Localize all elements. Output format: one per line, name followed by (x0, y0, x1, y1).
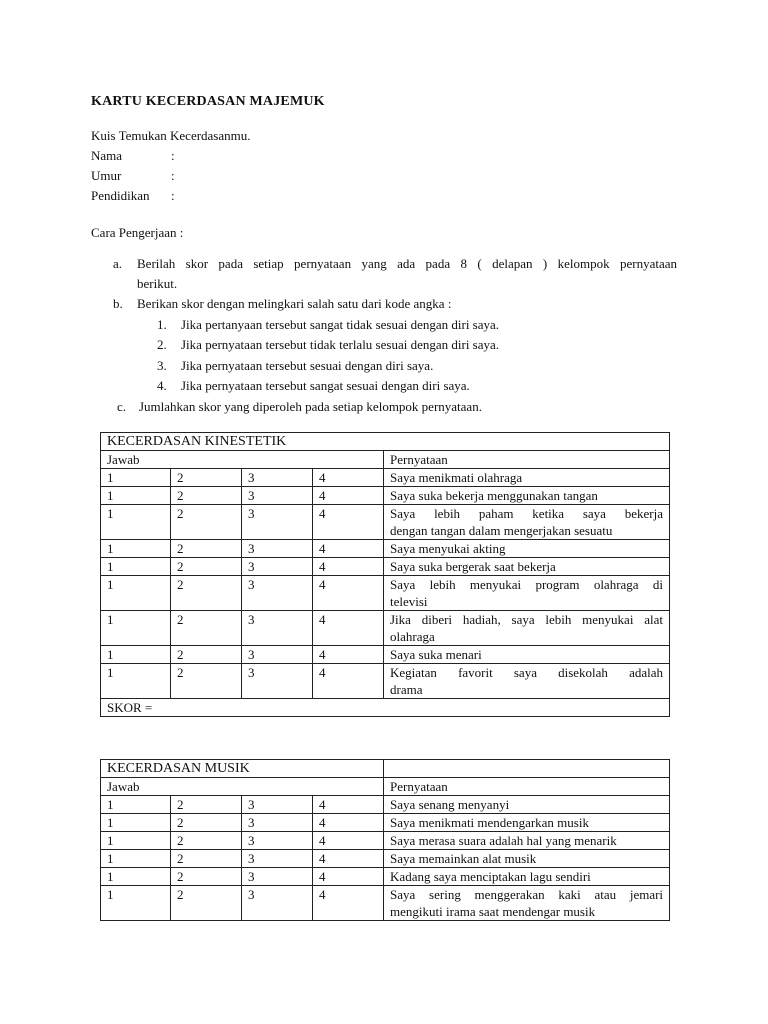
statement-text: Saya lebih menyukai program olahraga di (390, 577, 663, 592)
table-heading: KECERDASAN KINESTETIK (101, 433, 670, 451)
statement-text: mengikuti irama saat mendengar musik (390, 904, 596, 919)
field-umur (91, 168, 175, 184)
statement-text: drama (390, 682, 423, 697)
score-option[interactable]: 3 (242, 814, 313, 832)
statement-cell (384, 814, 670, 832)
field-colon: : (171, 148, 175, 163)
statement-cell (384, 540, 670, 558)
statement-text: Saya menyukai akting (390, 541, 506, 556)
score-option[interactable]: 2 (171, 576, 242, 611)
skor-label: SKOR = (101, 699, 670, 717)
instruction-marker: b. (113, 296, 123, 311)
statement-cell (384, 796, 670, 814)
statement-cell (384, 576, 670, 611)
statement-text: Kadang saya menciptakan lagu sendiri (390, 869, 591, 884)
table-header-row (101, 451, 670, 469)
score-option[interactable]: 1 (101, 505, 171, 540)
score-option[interactable]: 4 (313, 540, 384, 558)
score-option[interactable]: 4 (313, 832, 384, 850)
score-option[interactable]: 2 (171, 796, 242, 814)
skor-row (101, 699, 670, 717)
statement-text: Jika diberi hadiah, saya lebih menyukai alat (390, 612, 663, 627)
statement-text: Kegiatan favorit saya disekolah adalah (390, 665, 663, 680)
field-colon: : (171, 168, 175, 183)
score-option[interactable]: 3 (242, 868, 313, 886)
score-option[interactable]: 1 (101, 886, 171, 921)
score-option[interactable]: 3 (242, 540, 313, 558)
instruction-text: Berikan skor dengan melingkari salah satu dari kode angka : (137, 296, 452, 311)
table-row (101, 469, 670, 487)
score-option[interactable]: 2 (171, 540, 242, 558)
score-option[interactable]: 1 (101, 850, 171, 868)
instruction-text: berikut. (137, 276, 178, 291)
score-option[interactable]: 3 (242, 558, 313, 576)
statement-cell (384, 850, 670, 868)
table-row (101, 868, 670, 886)
score-option[interactable]: 1 (101, 832, 171, 850)
score-code-number: 2. (157, 337, 167, 352)
score-option[interactable]: 1 (101, 796, 171, 814)
score-option[interactable]: 3 (242, 576, 313, 611)
score-option[interactable]: 4 (313, 646, 384, 664)
score-option[interactable]: 4 (313, 558, 384, 576)
table-row (101, 505, 670, 540)
score-option[interactable]: 2 (171, 886, 242, 921)
score-option[interactable]: 3 (242, 646, 313, 664)
score-option[interactable]: 3 (242, 832, 313, 850)
statement-text: televisi (390, 594, 428, 609)
score-option[interactable]: 2 (171, 850, 242, 868)
score-code-text: Jika pernyataan tersebut sangat sesuai dengan diri saya. (181, 378, 470, 393)
field-colon: : (171, 188, 175, 203)
statement-cell (384, 611, 670, 646)
field-label: Pendidikan (91, 188, 150, 203)
score-option[interactable]: 4 (313, 576, 384, 611)
table-row (101, 576, 670, 611)
score-option[interactable]: 1 (101, 646, 171, 664)
statement-cell (384, 487, 670, 505)
score-option[interactable]: 3 (242, 505, 313, 540)
score-option[interactable]: 1 (101, 558, 171, 576)
score-option[interactable]: 2 (171, 814, 242, 832)
table-row (101, 796, 670, 814)
score-option[interactable]: 4 (313, 611, 384, 646)
table-row (101, 886, 670, 921)
score-code-number: 3. (157, 358, 167, 373)
score-code-number: 1. (157, 317, 167, 332)
method-label: Cara Pengerjaan : (91, 225, 184, 240)
score-option[interactable]: 2 (171, 487, 242, 505)
table-heading: KECERDASAN MUSIK (101, 760, 384, 778)
kinestetik-table (100, 432, 670, 717)
quiz-subtitle: Kuis Temukan Kecerdasanmu. (91, 128, 251, 143)
statement-text: Saya lebih paham ketika saya bekerja (390, 506, 663, 521)
score-option[interactable]: 3 (242, 611, 313, 646)
score-code-text: Jika pertanyaan tersebut sangat tidak sesuai dengan diri saya. (181, 317, 500, 332)
statement-cell (384, 646, 670, 664)
score-option[interactable]: 4 (313, 796, 384, 814)
score-option[interactable]: 3 (242, 796, 313, 814)
statement-text: Saya menikmati mendengarkan musik (390, 815, 589, 830)
instruction-text: Jumlahkan skor yang diperoleh pada setiap kelompok pernyataan. (139, 399, 482, 414)
score-option[interactable]: 3 (242, 886, 313, 921)
statement-text: Saya menikmati olahraga (390, 470, 523, 485)
statement-text: Saya sering menggerakan kaki atau jemari (390, 887, 664, 902)
table-row (101, 814, 670, 832)
statement-cell (384, 832, 670, 850)
table-row (101, 611, 670, 646)
score-option[interactable]: 1 (101, 611, 171, 646)
score-option[interactable]: 2 (171, 505, 242, 540)
statement-text: Saya suka bergerak saat bekerja (390, 559, 556, 574)
table-heading-empty (384, 760, 670, 778)
table-row (101, 540, 670, 558)
score-option[interactable]: 2 (171, 646, 242, 664)
field-label: Nama (91, 148, 123, 163)
score-option[interactable]: 4 (313, 850, 384, 868)
statement-text: dengan tangan dalam mengerjakan sesuatu (390, 523, 613, 538)
score-option[interactable]: 1 (101, 868, 171, 886)
instruction-marker: a. (113, 256, 123, 271)
document-title: KARTU KECERDASAN MAJEMUK (91, 94, 325, 109)
score-option[interactable]: 3 (242, 487, 313, 505)
table-heading-row (101, 433, 670, 451)
table-row (101, 558, 670, 576)
score-option[interactable]: 2 (171, 611, 242, 646)
statement-cell (384, 868, 670, 886)
score-option[interactable]: 1 (101, 664, 171, 699)
table-row (101, 850, 670, 868)
table-header-row (101, 778, 670, 796)
table-row (101, 664, 670, 699)
score-option[interactable]: 1 (101, 576, 171, 611)
score-option[interactable]: 3 (242, 664, 313, 699)
statement-text: Saya senang menyanyi (390, 797, 510, 812)
score-option[interactable]: 4 (313, 505, 384, 540)
score-option[interactable]: 2 (171, 558, 242, 576)
column-pernyataan: Pernyataan (384, 451, 670, 469)
statement-cell (384, 664, 670, 699)
score-option[interactable]: 4 (313, 487, 384, 505)
statement-cell (384, 469, 670, 487)
score-option[interactable]: 4 (313, 814, 384, 832)
statement-text: olahraga (390, 629, 435, 644)
table-row (101, 832, 670, 850)
table-heading-row (101, 760, 670, 778)
statement-text: Saya suka menari (390, 647, 482, 662)
musik-table (100, 759, 670, 921)
statement-cell (384, 558, 670, 576)
table-row (101, 487, 670, 505)
statement-cell (384, 886, 670, 921)
column-jawab: Jawab (101, 451, 384, 469)
score-option[interactable]: 1 (101, 540, 171, 558)
instruction-text: Berilah skor pada setiap pernyataan yang ada pada 8 ( delapan ) kelompok pernyataan (137, 256, 677, 271)
score-option[interactable]: 1 (101, 814, 171, 832)
score-option[interactable]: 2 (171, 664, 242, 699)
score-code-text: Jika pernyataan tersebut tidak terlalu sesuai dengan diri saya. (181, 337, 500, 352)
statement-text: Saya suka bekerja menggunakan tangan (390, 488, 598, 503)
score-option[interactable]: 2 (171, 469, 242, 487)
field-label: Umur (91, 168, 122, 183)
score-option[interactable]: 3 (242, 850, 313, 868)
score-option[interactable]: 4 (313, 886, 384, 921)
statement-text: Saya merasa suara adalah hal yang menarik (390, 833, 617, 848)
score-option[interactable]: 4 (313, 469, 384, 487)
statement-cell (384, 505, 670, 540)
score-option[interactable]: 1 (101, 487, 171, 505)
table-row (101, 646, 670, 664)
score-option[interactable]: 4 (313, 868, 384, 886)
score-option[interactable]: 2 (171, 868, 242, 886)
statement-text: Saya memainkan alat musik (390, 851, 537, 866)
column-pernyataan: Pernyataan (384, 778, 670, 796)
score-option[interactable]: 3 (242, 469, 313, 487)
field-nama (91, 148, 175, 164)
score-option[interactable]: 1 (101, 469, 171, 487)
column-jawab: Jawab (101, 778, 384, 796)
instruction-marker: c. (117, 399, 127, 414)
field-pendidikan (91, 188, 175, 204)
score-option[interactable]: 2 (171, 832, 242, 850)
score-option[interactable]: 4 (313, 664, 384, 699)
score-code-text: Jika pernyataan tersebut sesuai dengan diri saya. (181, 358, 434, 373)
score-code-number: 4. (157, 378, 167, 393)
